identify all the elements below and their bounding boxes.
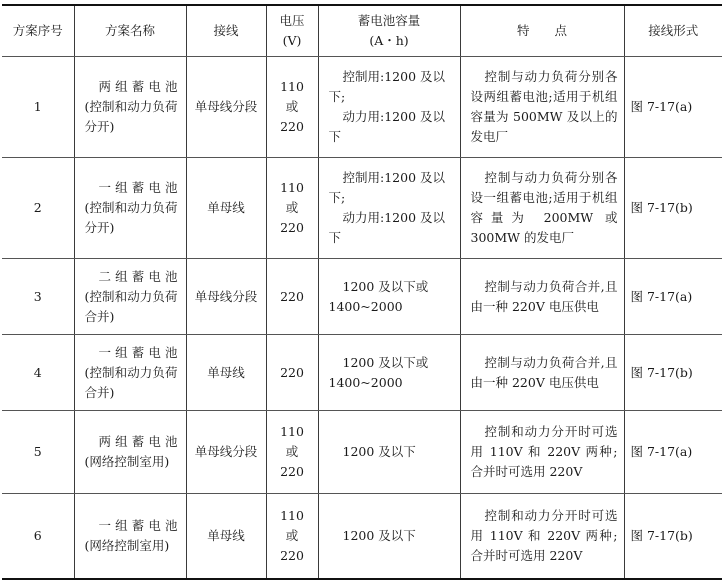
- cell-features: [460, 158, 624, 259]
- voltage-or: 或: [285, 200, 299, 215]
- cell-features: [460, 335, 624, 411]
- features-text: 控制与动力负荷分别各设一组蓄电池;适用于机组容量为 200MW 或 300MW 的发电厂: [470, 170, 618, 245]
- cell-no: 4: [2, 335, 74, 411]
- table-row: [2, 57, 722, 158]
- table-row: [2, 158, 722, 259]
- header-wiring: 接线: [186, 5, 266, 57]
- header-form: 接线形式: [624, 5, 722, 57]
- cell-capacity: [318, 57, 460, 158]
- header-capacity: [318, 5, 460, 57]
- capacity-power: 动力用:1200 及以下: [328, 109, 445, 144]
- features-text: 控制和动力分开时可选用 110V 和 220V 两种;合并时可选用 220V: [470, 424, 618, 479]
- header-voltage-unit: (V): [282, 33, 302, 48]
- voltage-or: 或: [285, 528, 299, 543]
- cell-capacity: [318, 411, 460, 494]
- cell-name-text: 两组蓄电池(网络控制室用): [84, 434, 178, 469]
- cell-voltage: [266, 57, 318, 158]
- voltage-value-alt: 220: [280, 119, 304, 134]
- voltage-or: 或: [285, 99, 299, 114]
- voltage-value: 110: [280, 180, 304, 195]
- cell-voltage: [266, 335, 318, 411]
- cell-capacity: [318, 158, 460, 259]
- cell-wiring: 单母线分段: [186, 57, 266, 158]
- header-capacity-unit: (A・h): [369, 33, 409, 48]
- table-row: [2, 411, 722, 494]
- cell-wiring: 单母线: [186, 494, 266, 580]
- dc-system-scheme-table: [2, 4, 722, 580]
- table-row: [2, 335, 722, 411]
- cell-name-text: 两组蓄电池(控制和动力负荷分开): [84, 79, 178, 134]
- header-voltage-label: 电压: [279, 13, 305, 28]
- cell-features: [460, 57, 624, 158]
- cell-form: 图 7-17(a): [624, 411, 722, 494]
- voltage-value: 110: [280, 79, 304, 94]
- cell-no: 6: [2, 494, 74, 580]
- header-features: 特 点: [460, 5, 624, 57]
- cell-capacity: [318, 259, 460, 335]
- table-row: [2, 494, 722, 580]
- cell-name: [74, 259, 186, 335]
- cell-name: [74, 335, 186, 411]
- cell-wiring: 单母线分段: [186, 259, 266, 335]
- capacity-range: 1200 及以下或 1400~2000: [328, 278, 429, 314]
- capacity-control: 控制用:1200 及以下;: [328, 170, 445, 205]
- cell-voltage: [266, 259, 318, 335]
- cell-form: 图 7-17(a): [624, 57, 722, 158]
- cell-name-text: 二组蓄电池(控制和动力负荷合并): [84, 268, 178, 324]
- cell-no: 2: [2, 158, 74, 259]
- cell-no: 3: [2, 259, 74, 335]
- capacity-range: 1200 及以下或 1400~2000: [328, 354, 429, 390]
- cell-name-text: 一组蓄电池(网络控制室用): [84, 518, 178, 553]
- features-text: 控制与动力负荷合并,且由一种 220V 电压供电: [470, 278, 618, 314]
- capacity-control: 控制用:1200 及以下;: [328, 69, 445, 104]
- cell-voltage: [266, 158, 318, 259]
- header-capacity-label: 蓄电池容量: [357, 13, 421, 28]
- cell-form: 图 7-17(b): [624, 494, 722, 580]
- cell-wiring: 单母线: [186, 335, 266, 411]
- voltage-value: 220: [280, 288, 304, 304]
- cell-capacity: [318, 335, 460, 411]
- cell-features: [460, 411, 624, 494]
- table-row: [2, 259, 722, 335]
- cell-name: [74, 57, 186, 158]
- capacity-range: 1200 及以下: [342, 528, 416, 543]
- voltage-value: 220: [280, 364, 304, 380]
- voltage-value-alt: 220: [280, 220, 304, 235]
- cell-form: 图 7-17(b): [624, 335, 722, 411]
- voltage-value-alt: 220: [280, 548, 304, 563]
- cell-wiring: 单母线: [186, 158, 266, 259]
- cell-wiring: 单母线分段: [186, 411, 266, 494]
- header-name: 方案名称: [74, 5, 186, 57]
- cell-no: 5: [2, 411, 74, 494]
- cell-name: [74, 494, 186, 580]
- features-text: 控制与动力负荷分别各设两组蓄电池;适用于机组容量为 500MW 及以上的发电厂: [470, 69, 618, 144]
- cell-features: [460, 494, 624, 580]
- cell-name: [74, 411, 186, 494]
- cell-name-text: 一组蓄电池(控制和动力负荷分开): [84, 180, 178, 235]
- features-text: 控制和动力分开时可选用 110V 和 220V 两种;合并时可选用 220V: [470, 508, 618, 563]
- header-row: [2, 5, 722, 57]
- capacity-range: 1200 及以下: [342, 444, 416, 459]
- voltage-or: 或: [285, 444, 299, 459]
- capacity-power: 动力用:1200 及以下: [328, 210, 445, 245]
- features-text: 控制与动力负荷合并,且由一种 220V 电压供电: [470, 354, 618, 390]
- cell-voltage: [266, 411, 318, 494]
- cell-form: 图 7-17(a): [624, 259, 722, 335]
- header-voltage: [266, 5, 318, 57]
- header-no: 方案序号: [2, 5, 74, 57]
- voltage-value-alt: 220: [280, 464, 304, 479]
- voltage-value: 110: [280, 508, 304, 523]
- cell-name-text: 一组蓄电池(控制和动力负荷合并): [84, 344, 178, 400]
- cell-voltage: [266, 494, 318, 580]
- cell-features: [460, 259, 624, 335]
- cell-name: [74, 158, 186, 259]
- cell-no: 1: [2, 57, 74, 158]
- cell-form: 图 7-17(b): [624, 158, 722, 259]
- cell-capacity: [318, 494, 460, 580]
- voltage-value: 110: [280, 424, 304, 439]
